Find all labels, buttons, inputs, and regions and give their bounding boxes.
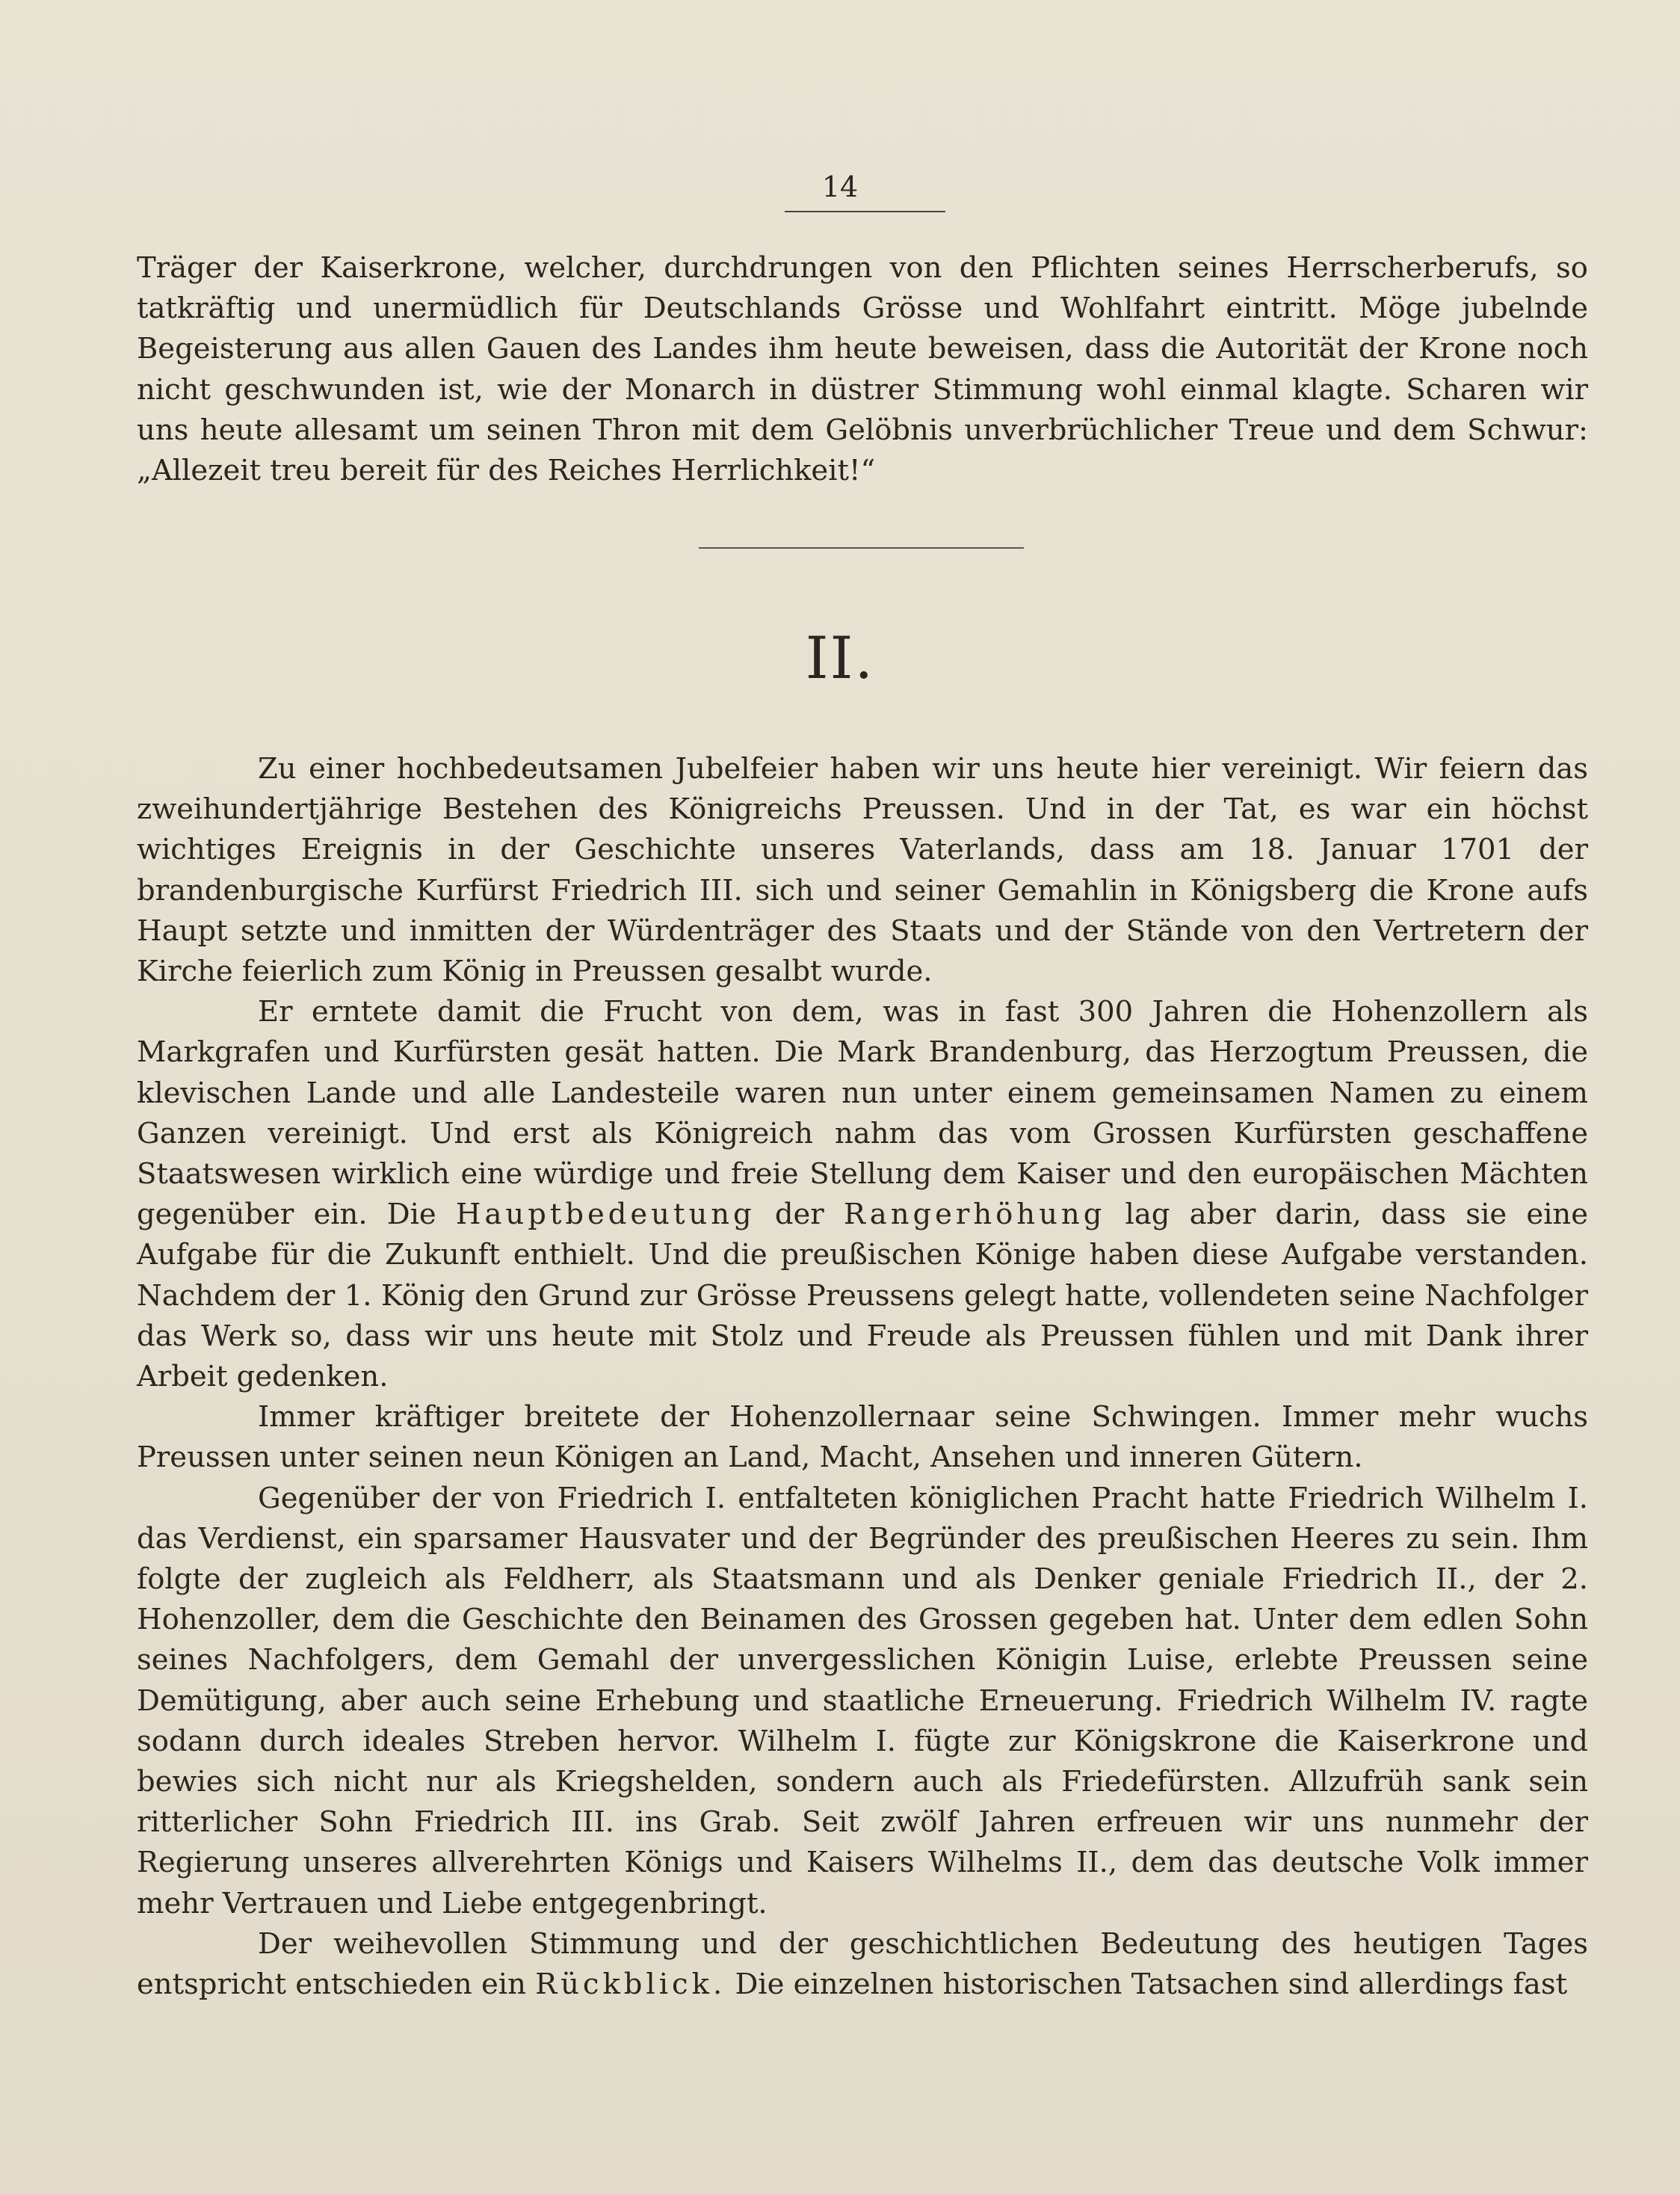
emphasis-hauptbedeutung: Hauptbedeutung <box>455 1198 756 1232</box>
continued-text-block <box>137 248 1588 491</box>
emphasis-rueckblick: Rückblick. <box>535 1967 726 2002</box>
paragraph-2-text-a: Er erntete damit die Frucht von dem, was in fast 300 Jahren die Hohenzollern als Markgrafen und Kurfürsten gesät hatten. Die Mark Brandenburg, das Herzogtum Preussen, die klevischen Lande und alle Landesteile waren nun unter einem gemeinsamen Namen zu einem Ganzen vereinigt. Und erst als Königreich nahm das vom Grossen Kurfürsten geschaffene Staatswesen wirklich eine würdige und freie Stellung dem Kaiser und den europäischen Mächten gegenüber ein. Die <box>137 995 1588 1232</box>
paragraph-2-text-b: der <box>774 1198 824 1232</box>
paragraph-5-text-a: Der weihevollen Stimmung und der geschichtlichen Bedeutung des heutigen Tages entspricht entschieden ein <box>137 1926 1588 2002</box>
section-divider <box>699 547 1024 549</box>
paragraph-continued: Träger der Kaiserkrone, welcher, durchdrungen von den Pflichten seines Herrscherberufs, so tatkräftig und unermüdlich für Deutschlands Grösse und Wohlfahrt eintritt. Möge jubelnde Begeisterung aus allen Gauen des Landes ihm heute beweisen, dass die Autorität der Krone noch nicht geschwunden ist, wie der Monarch in düstrer Stimmung wohl einmal klagte. Scharen wir uns heute allesamt um seinen Thron mit dem Gelöbnis unverbrüchlicher Treue und dem Schwur: „Allezeit treu bereit für des Reiches Herrlichkeit!“ <box>137 251 1588 488</box>
page-number: 14 <box>821 170 859 203</box>
paragraph-4: Gegenüber der von Friedrich I. entfalteten königlichen Pracht hatte Friedrich Wilhelm I. das Verdienst, ein sparsamer Hausvater und der Begründer des preußischen Heeres zu sein. Ihm folgte der zugleich als Feldherr, als Staatsmann und als Denker geniale Friedrich II., der 2. Hohenzoller, dem die Geschichte den Beinamen des Grossen gegeben hat. Unter dem edlen Sohn seines Nachfolgers, dem Gemahl der unvergesslichen Königin Luise, erlebte Preussen seine Demütigung, aber auch seine Erhebung und staatliche Erneuerung. Friedrich Wilhelm IV. ragte sodann durch ideales Streben hervor. Wilhelm I. fügte zur Königskrone die Kaiserkrone und bewies sich nicht nur als Kriegshelden, sondern auch als Friedefürsten. Allzufrüh sank sein ritterlicher Sohn Friedrich III. ins Grab. Seit zwölf Jahren erfreuen wir uns nunmehr der Regierung unseres allverehrten Königs und Kaisers Wilhelms II., dem das deutsche Volk immer mehr Vertrauen und Liebe entgegenbringt. <box>137 1481 1588 1920</box>
page-number-rule <box>785 211 945 212</box>
paragraph-1: Zu einer hochbedeutsamen Jubelfeier haben wir uns heute hier vereinigt. Wir feiern das zweihundertjährige Bestehen des Königreichs Preussen. Und in der Tat, es war ein höchst wichtiges Ereignis in der Geschichte unseres Vaterlands, dass am 18. Januar 1701 der brandenburgische Kurfürst Friedrich III. sich und seiner Gemahlin in Königsberg die Krone aufs Haupt setzte und inmitten der Würdenträger des Staats und der Stände von den Vertretern der Kirche feierlich zum König in Preussen gesalbt wurde. <box>137 752 1588 989</box>
section-heading: II. <box>805 625 875 692</box>
paragraph-5-text-b: Die einzelnen historischen Tatsachen sind allerdings fast <box>735 1967 1568 2002</box>
section-body <box>137 749 1588 2005</box>
paragraph-5 <box>137 1924 1588 2005</box>
emphasis-rangerhoehung: Rangerhöhung <box>843 1198 1106 1232</box>
paragraph-2 <box>137 992 1588 1397</box>
paragraph-2-text-c: lag aber darin, dass sie eine Aufgabe für die Zukunft enthielt. Und die preußischen Könige haben diese Aufgabe verstanden. Nachdem der 1. König den Grund zur Grösse Preussens gelegt hatte, vollendeten seine Nachfolger das Werk so, dass wir uns heute mit Stolz und Freude als Preussen fühlen und mit Dank ihrer Arbeit gedenken. <box>137 1198 1589 1394</box>
paragraph-3: Immer kräftiger breitete der Hohenzollernaar seine Schwingen. Immer mehr wuchs Preussen unter seinen neun Königen an Land, Macht, Ansehen und inneren Gütern. <box>137 1400 1588 1475</box>
